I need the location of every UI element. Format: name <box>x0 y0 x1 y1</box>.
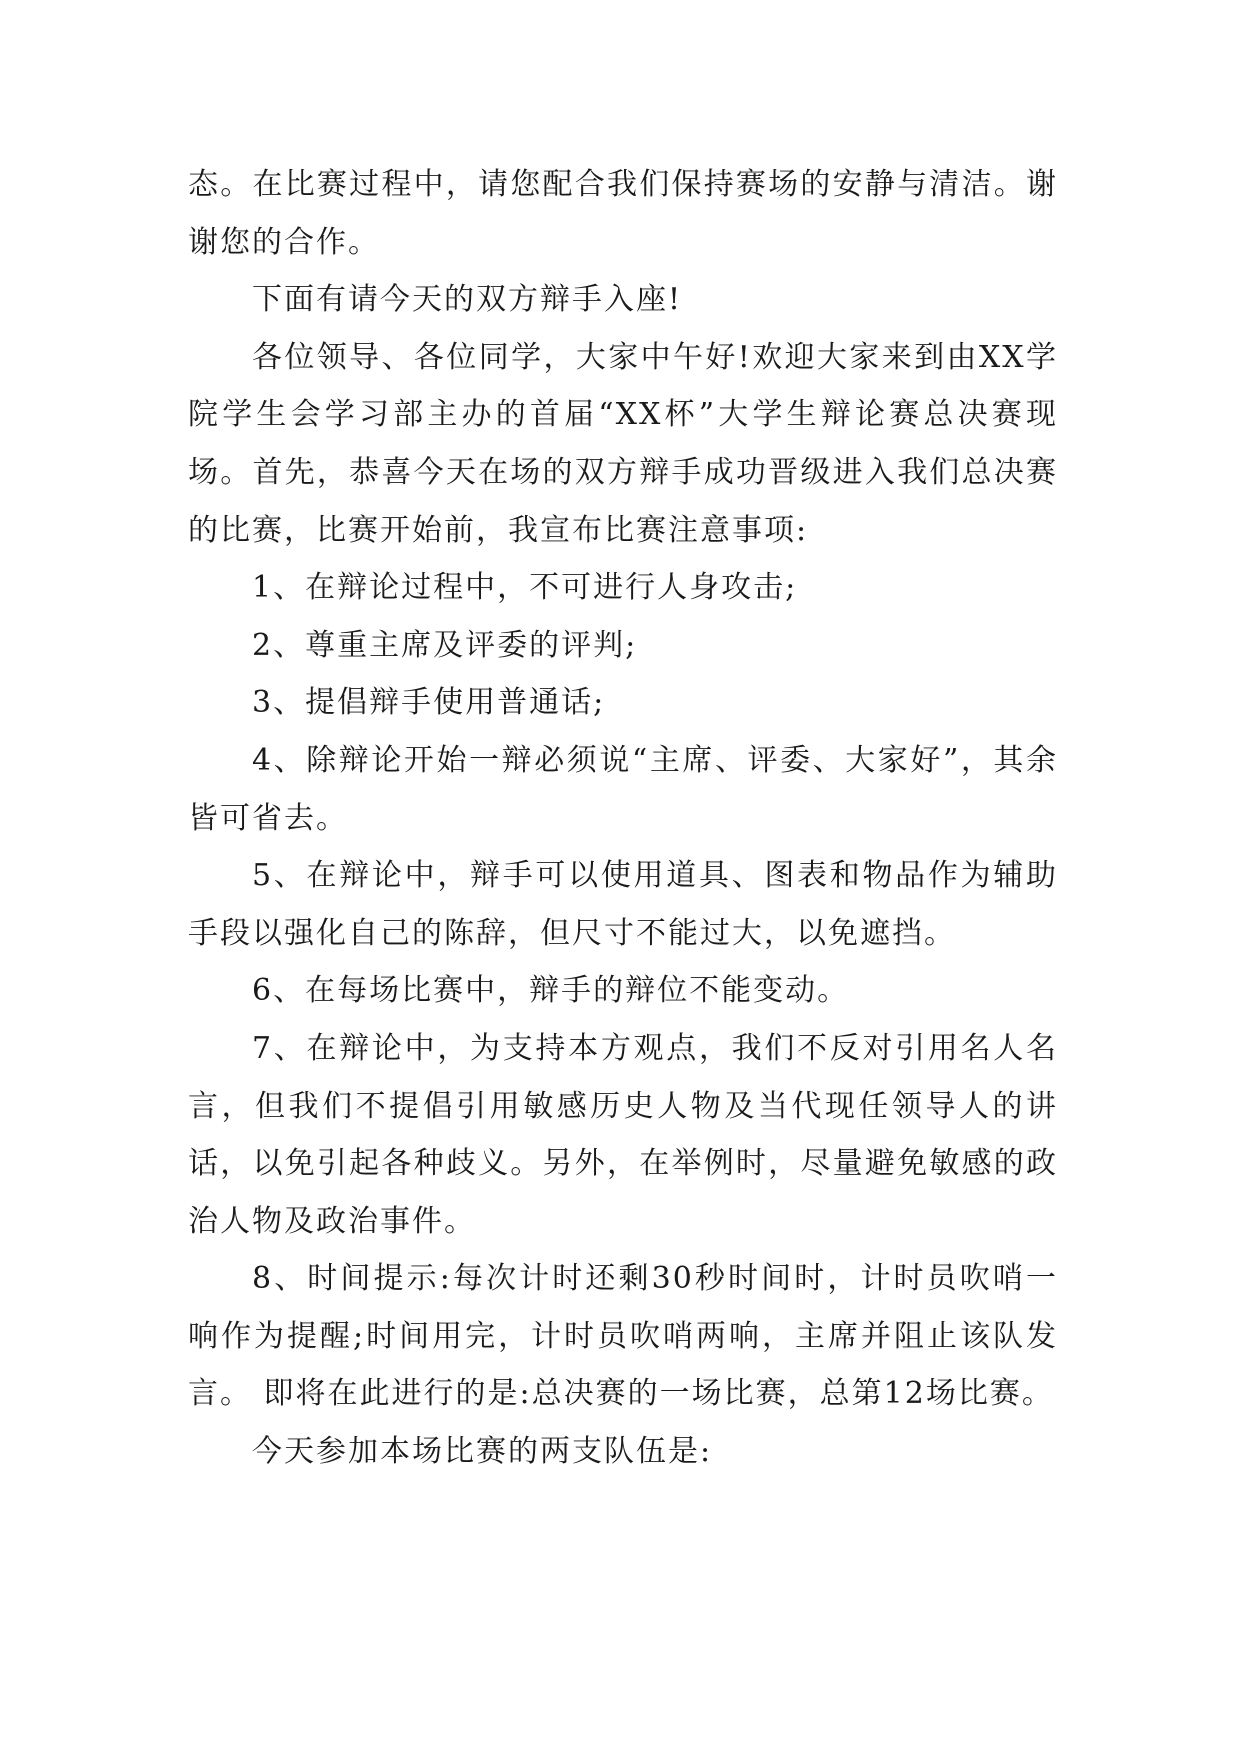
paragraph-continuation: 态。在比赛过程中，请您配合我们保持赛场的安静与清洁。谢谢您的合作。 <box>188 167 1058 260</box>
rule-item-6: 6、在每场比赛中，辩手的辩位不能变动。 <box>252 973 850 1009</box>
rule-item-2: 2、尊重主席及评委的评判; <box>252 627 638 663</box>
rule-item-7: 7、在辩论中，为支持本方观点，我们不反对引用名人名言，但我们不提倡引用敏感历史人物及当代现任领导人的讲话，以免引起各种歧义。另外，在举例时，尽量避免敏感的政治人物及政治事件。 <box>188 1030 1058 1239</box>
rule-item-4: 4、除辩论开始一辩必须说“主席、评委、大家好”，其余皆可省去。 <box>188 742 1058 836</box>
rule-item-8: 8、时间提示:每次计时还剩30秒时间时，计时员吹哨一响作为提醒;时间用完，计时员吹哨两响，主席并阻止该队发言。 即将在此进行的是:总决赛的一场比赛，总第12场比赛。 <box>188 1261 1058 1412</box>
document-body <box>188 156 1058 1481</box>
rule-item-1: 1、在辩论过程中，不可进行人身攻击; <box>252 570 798 606</box>
paragraph-welcome: 各位领导、各位同学，大家中午好!欢迎大家来到由XX学院学生会学习部主办的首届“XX杯”大学生辩论赛总决赛现场。首先，恭喜今天在场的双方辩手成功晋级进入我们总决赛的比赛，比赛开始前，我宣布比赛注意事项: <box>188 339 1058 548</box>
paragraph-teams-intro: 今天参加本场比赛的两支队伍是: <box>252 1434 713 1470</box>
paragraph-invite-debaters: 下面有请今天的双方辩手入座! <box>252 282 683 318</box>
rule-item-3: 3、提倡辩手使用普通话; <box>252 685 606 721</box>
rule-item-5: 5、在辩论中，辩手可以使用道具、图表和物品作为辅助手段以强化自己的陈辞，但尺寸不能过大，以免遮挡。 <box>188 858 1058 951</box>
